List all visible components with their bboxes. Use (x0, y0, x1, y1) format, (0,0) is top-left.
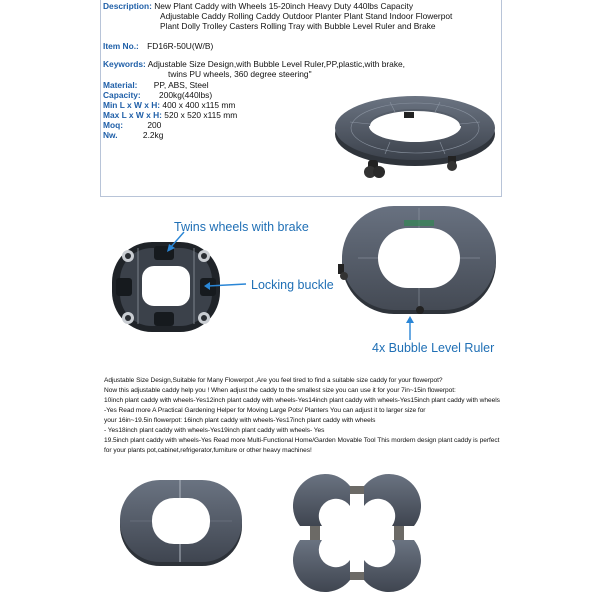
description-line-2: Adjustable Caddy Rolling Caddy Outdoor Planter Plant Stand Indoor Flowerpot (160, 11, 453, 21)
paragraph-line-4: -Yes Read more A Practical Gardening Helper for Moving Large Pots/ Planters You can adjust it to larger size for (104, 407, 426, 414)
material-label: Material: (103, 80, 138, 90)
description-line-3: Plant Dolly Trolley Casters Rolling Tray with Bubble Level Ruler and Brake (160, 21, 436, 31)
moq-value: 200 (147, 120, 162, 130)
paragraph-line-8: for your plants pot,cabinet,refrigerator,furniture or other heavy machines! (104, 447, 312, 454)
bubble-ruler-callout: 4x Bubble Level Ruler (372, 341, 495, 355)
description-label: Description: (103, 1, 152, 11)
material-value: PP, ABS, Steel (153, 80, 209, 90)
twins-wheels-callout: Twins wheels with brake (174, 220, 309, 234)
paragraph-line-6: - Yes18inch plant caddy with wheels-Yes19inch plant caddy with wheels- Yes (104, 427, 325, 434)
keywords-line-2: twins PU wheels, 360 degree steering" (168, 69, 312, 79)
item-value: FD16R-50U(W/B) (147, 41, 214, 51)
min-size-label: Min L x W x H: (103, 100, 161, 110)
nw-value: 2.2kg (142, 130, 164, 140)
caddy-large-size-photo (296, 478, 418, 586)
locking-buckle-callout: Locking buckle (251, 278, 334, 292)
min-size-value: 400 x 400 x115 mm (162, 100, 236, 110)
capacity-label: Capacity: (103, 90, 141, 100)
paragraph-line-1: Adjustable Size Design,Suitable for Many Flowerpot ,Are you feel tired to find a suitable size caddy for your flowerpot? (104, 377, 443, 384)
paragraph-line-3: 10inch plant caddy with wheels-Yes12inch plant caddy with wheels-Yes14inch plant caddy with wheels-Yes15inch plant caddy with wheels (104, 397, 500, 404)
capacity-value: 200kg(440lbs) (159, 90, 213, 100)
paragraph-line-2: Now this adjustable caddy help you ! When adjust the caddy to the smallest size you can use it for your 7in~15in flowerpot: (104, 387, 456, 394)
item-label: Item No.: (103, 41, 139, 51)
description-line-1: New Plant Caddy with Wheels 15-20inch Heavy Duty 440lbs Capacity (154, 1, 414, 11)
max-size-value: 520 x 520 x115 mm (164, 110, 238, 120)
moq-label: Moq: (103, 120, 123, 130)
keywords-line-1: Adjustable Size Design,with Bubble Level Ruler,PP,plastic,with brake, (147, 59, 405, 69)
nw-label: Nw. (103, 130, 118, 140)
max-size-label: Max L x W x H: (103, 110, 162, 120)
keywords-label: Keywords: (103, 59, 146, 69)
paragraph-line-7: 19.5inch plant caddy with wheels-Yes Read more Multi-Functional Home/Garden Movable Tool This mordern design plant caddy is perfect (104, 437, 500, 444)
paragraph-line-5: your 16in~19.5in flowerpot: 16inch plant caddy with wheels-Yes17inch plant caddy with wheels (104, 417, 376, 424)
caddy-small-size-photo (118, 478, 244, 568)
